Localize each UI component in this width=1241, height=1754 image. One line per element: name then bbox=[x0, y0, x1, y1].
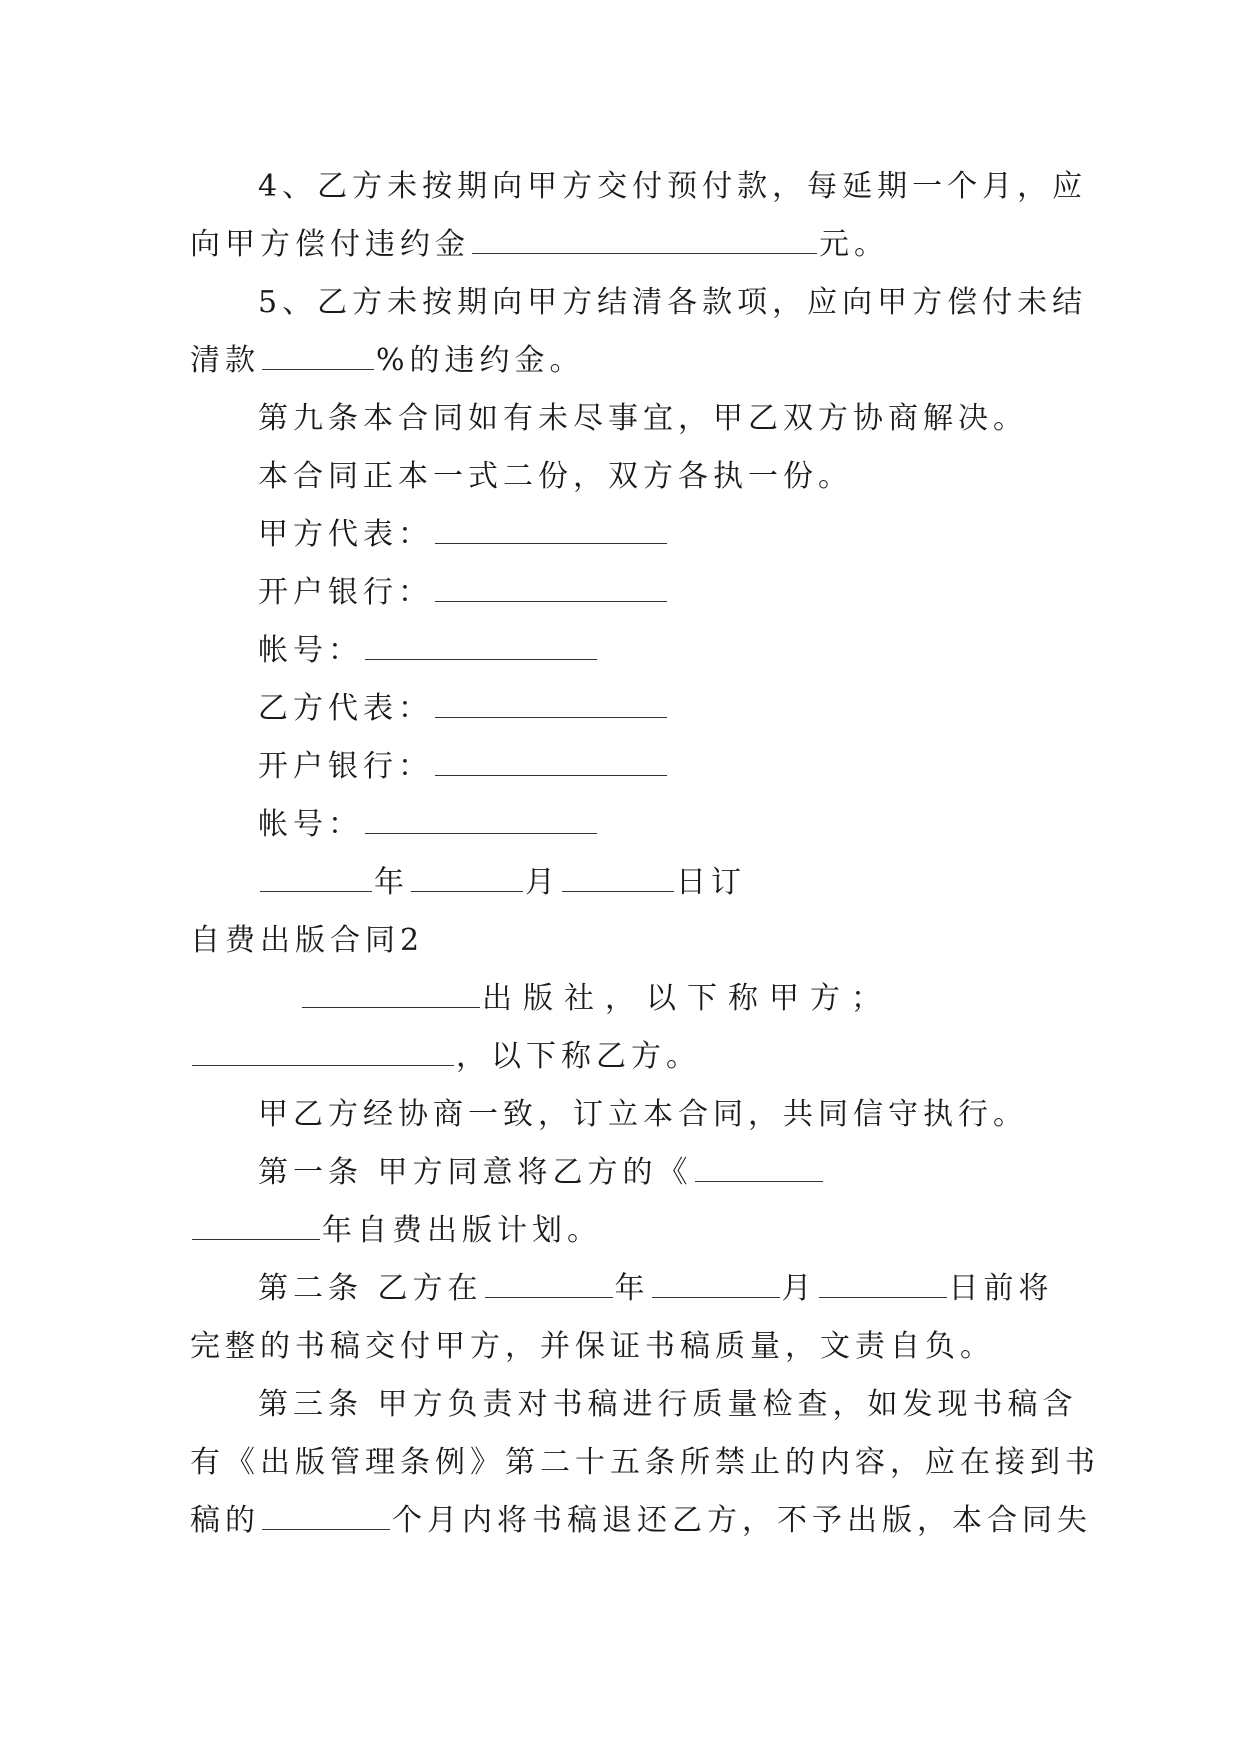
text-line: 第九条本合同如有未尽事宜，甲乙双方协商解决。 bbox=[258, 401, 1028, 436]
text-line: 出版社，以下称甲方； bbox=[300, 979, 892, 1019]
text-line: 第三条 甲方负责对书稿进行质量检查，如发现书稿含 bbox=[258, 1387, 1078, 1422]
text-line: 5、乙方未按期向甲方结清各款项，应向甲方偿付未结 bbox=[258, 285, 1088, 320]
text-line: 稿的 个月内将书稿退还乙方，不予出版，本合同失 bbox=[190, 1503, 1092, 1538]
fill-in-blank bbox=[365, 633, 597, 660]
fill-in-blank bbox=[435, 691, 667, 718]
fill-in-blank bbox=[302, 981, 480, 1008]
fill-in-blank bbox=[819, 1271, 947, 1298]
text-line: 第一条 甲方同意将乙方的《 bbox=[258, 1153, 825, 1193]
signature-field: 帐号： bbox=[258, 631, 599, 671]
fill-in-blank bbox=[192, 1039, 454, 1066]
text-line: 向甲方偿付违约金 元。 bbox=[190, 227, 889, 262]
text-line: 年自费出版计划。 bbox=[190, 1211, 602, 1251]
fill-in-blank bbox=[435, 517, 667, 544]
fill-in-blank bbox=[260, 865, 372, 892]
signature-field: 开户银行： bbox=[258, 747, 669, 787]
text-line: 第二条 乙方在 年 月 日前将 bbox=[258, 1271, 1054, 1306]
text-line: 清款 %的违约金。 bbox=[190, 343, 585, 378]
fill-in-blank bbox=[562, 865, 674, 892]
date-line: 年 月 日订 bbox=[258, 863, 746, 903]
fill-in-blank bbox=[365, 807, 597, 834]
text-line: 4、乙方未按期向甲方交付预付款，每延期一个月，应 bbox=[258, 169, 1088, 204]
text-line: 甲乙方经协商一致，订立本合同，共同信守执行。 bbox=[258, 1097, 1028, 1132]
text-line: 完整的书稿交付甲方，并保证书稿质量，文责自负。 bbox=[190, 1329, 995, 1364]
fill-in-blank bbox=[262, 1503, 390, 1530]
fill-in-blank bbox=[411, 865, 523, 892]
signature-field: 乙方代表： bbox=[258, 689, 669, 729]
fill-in-blank bbox=[695, 1155, 823, 1182]
text-line: ，以下称乙方。 bbox=[190, 1037, 701, 1077]
fill-in-blank bbox=[435, 749, 667, 776]
signature-field: 帐号： bbox=[258, 805, 599, 845]
section-title: 自费出版合同2 bbox=[190, 923, 425, 958]
text-line: 有《出版管理条例》第二十五条所禁止的内容，应在接到书 bbox=[190, 1445, 1100, 1480]
signature-field: 开户银行： bbox=[258, 573, 669, 613]
fill-in-blank bbox=[192, 1213, 320, 1240]
fill-in-blank bbox=[262, 343, 374, 370]
fill-in-blank bbox=[485, 1271, 613, 1298]
signature-field: 甲方代表： bbox=[258, 515, 669, 555]
fill-in-blank bbox=[472, 227, 817, 254]
text-line: 本合同正本一式二份，双方各执一份。 bbox=[258, 459, 853, 494]
fill-in-blank bbox=[435, 575, 667, 602]
fill-in-blank bbox=[652, 1271, 780, 1298]
